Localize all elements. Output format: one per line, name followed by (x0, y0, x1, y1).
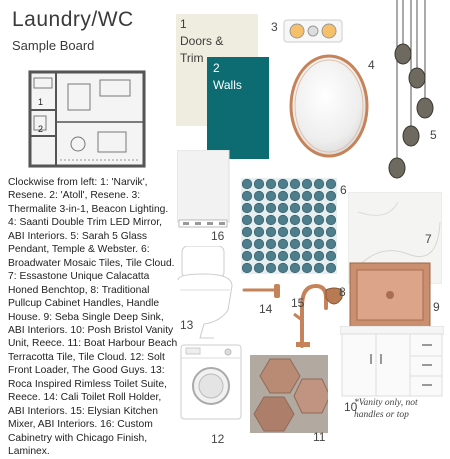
hexagon-tiles-icon (250, 355, 328, 433)
swatch-doors-number: 1 (180, 17, 187, 31)
heat-lamp-icon (283, 18, 343, 46)
vanity-note: *Vanity only, not handles or top (354, 398, 418, 420)
washing-machine-icon (180, 344, 242, 420)
board-description: Clockwise from left: 1: 'Narvik', Resene. 2: 'Atoll', Resene. 3: Thermalite 3-in-1, Beacon Lighting. 4: Saanti Double Trim LED Mirror, ABI Interiors. 5: Sarah 5 Glass Pendant, Temple & Webster. 6: Broadwater Mosaic Tiles, Tile Cloud. 7: Essastone Unique Calacatta Honed Benchtop, 8: Traditional Pullcup Cabinet Handles, Handle House. 9: Seba Single Deep Sink, ABI Interiors. 10: Posh Bristol Vanity Unit, Reece. 11: Boat Harbour Beach Terracotta Tile, Tile Cloud. 12: Solt Front Loader, The Good Guys. 13: Roca Inspired Rimless Toilet Suite, Reece. 14: Cali Toilet Roll Holder, ABI Interiors. 15: Elysian Kitchen Mixer, ABI Interiors. 16: Custom Cabinetry with Chicago Finish, Laminex. (8, 177, 178, 458)
floor-plan-marker-2: 2 (38, 124, 44, 134)
item-number-11: 11 (313, 430, 326, 444)
item-number-12: 12 (211, 432, 225, 446)
swatch-walls-label (213, 60, 242, 94)
board-title: Laundry/WC (12, 8, 134, 31)
item-number-8: 8 (339, 285, 346, 299)
copper-sink-icon (349, 262, 431, 328)
item-number-6: 6 (340, 183, 347, 197)
item-number-14: 14 (259, 302, 273, 316)
item-number-13: 13 (180, 318, 194, 332)
floor-plan-marker-1: 1 (38, 97, 44, 107)
vanity-unit-icon (340, 326, 444, 398)
swatch-doors-label-line1: Doors & (180, 34, 224, 48)
glass-pendants-icon (385, 0, 447, 195)
item-number-4: 4 (368, 58, 375, 72)
laminate-cabinetry-icon (177, 150, 231, 232)
mosaic-tiles-icon (241, 178, 337, 274)
swatch-walls (207, 57, 269, 159)
item-number-3: 3 (271, 20, 278, 34)
item-number-7: 7 (425, 232, 432, 246)
swatch-walls-text: Walls (213, 78, 242, 92)
board-subtitle: Sample Board (12, 38, 95, 53)
item-number-5: 5 (430, 128, 437, 142)
item-number-9: 9 (433, 300, 440, 314)
swatch-doors-label-line2: Trim (180, 51, 204, 65)
item-number-10: 10 (344, 400, 358, 414)
swatch-walls-number: 2 (213, 61, 220, 75)
item-number-16: 16 (211, 229, 225, 243)
floor-plan-icon (28, 70, 146, 168)
item-number-15: 15 (291, 296, 305, 310)
round-mirror-icon (283, 50, 369, 162)
